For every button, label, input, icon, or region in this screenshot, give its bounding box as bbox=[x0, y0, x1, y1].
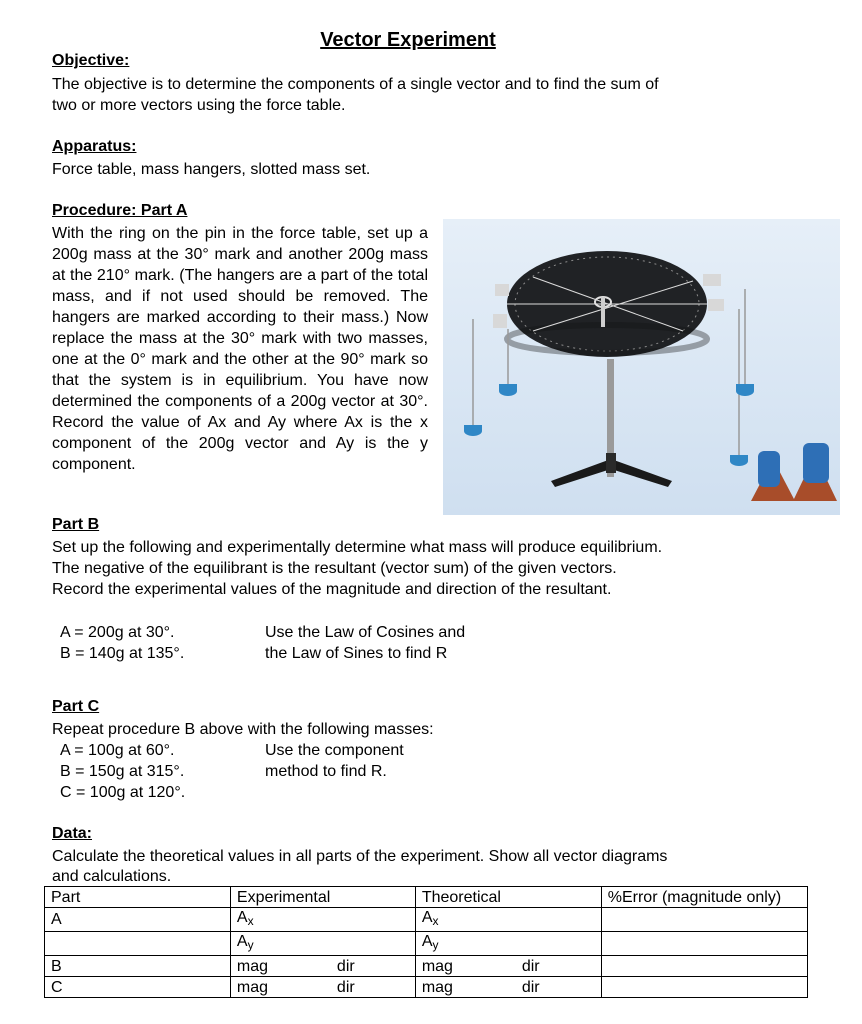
apparatus-heading: Apparatus: bbox=[52, 138, 137, 155]
objective-line-1: The objective is to determine the components of a single vector and to find the sum of bbox=[52, 76, 659, 93]
part-b-line-3: Record the experimental values of the magnitude and direction of the resultant. bbox=[52, 581, 612, 598]
part-b-vector-b: B = 140g at 135°. bbox=[60, 645, 185, 662]
theo-b-cell[interactable]: mag dir bbox=[415, 956, 601, 977]
theo-c-cell[interactable]: mag dir bbox=[415, 977, 601, 998]
theo-ay-cell[interactable]: $A_y$ bbox=[415, 932, 601, 956]
force-table-photo bbox=[443, 219, 840, 515]
part-c-vector-c: C = 100g at 120°. bbox=[60, 784, 186, 801]
table-row bbox=[45, 956, 808, 977]
document-title: Vector Experiment bbox=[320, 29, 496, 51]
results-table bbox=[44, 886, 808, 998]
part-c-note-2: method to find R. bbox=[265, 763, 387, 780]
part-c-intro: Repeat procedure B above with the following masses: bbox=[52, 721, 434, 738]
header-experimental: Experimental bbox=[230, 887, 415, 908]
row-label-a-cont bbox=[45, 932, 231, 956]
row-label-c: C bbox=[45, 977, 231, 998]
data-line-1: Calculate the theoretical values in all parts of the experiment. Show all vector diagrams bbox=[52, 848, 668, 865]
part-b-line-2: The negative of the equilibrant is the resultant (vector sum) of the given vectors. bbox=[52, 560, 617, 577]
part-c-vector-a: A = 100g at 60°. bbox=[60, 742, 175, 759]
header-percent-error: %Error (magnitude only) bbox=[601, 887, 807, 908]
header-theoretical: Theoretical bbox=[415, 887, 601, 908]
row-label-a: A bbox=[45, 908, 231, 932]
error-b-cell[interactable] bbox=[601, 956, 807, 977]
table-header-row bbox=[45, 887, 808, 908]
data-line-2: and calculations. bbox=[52, 868, 172, 885]
table-row bbox=[45, 908, 808, 932]
part-b-note-2: the Law of Sines to find R bbox=[265, 645, 448, 662]
part-a-heading: Procedure: Part A bbox=[52, 202, 188, 219]
row-label-b: B bbox=[45, 956, 231, 977]
apparatus-text: Force table, mass hangers, slotted mass set. bbox=[52, 161, 371, 178]
part-b-vector-a: A = 200g at 30°. bbox=[60, 624, 175, 641]
part-c-vector-b: B = 150g at 315°. bbox=[60, 763, 185, 780]
objective-heading: Objective: bbox=[52, 52, 130, 69]
part-b-note-1: Use the Law of Cosines and bbox=[265, 624, 466, 641]
error-c-cell[interactable] bbox=[601, 977, 807, 998]
exp-c-cell[interactable]: mag dir bbox=[230, 977, 415, 998]
part-a-procedure-text: With the ring on the pin in the force table, set up a 200g mass at the 30° mark and another 200g mass at the 210° mark. (The hangers are a part of the total mass, and if not used should be removed. The hangers are marked according to their mass.) Now replace the mass at the 30° mark with two masses, one at the 0° mark and the other at the 90° mark so that the system is in equilibrium. You have now determined the components of a 200g vector at 30°. Record the value of Ax and Ay where Ax is the x component of the 200g vector and Ay is the y component. bbox=[52, 225, 428, 473]
error-a1-cell[interactable] bbox=[601, 908, 807, 932]
exp-ay-cell[interactable]: $A_y$ bbox=[230, 932, 415, 956]
objective-line-2: two or more vectors using the force table. bbox=[52, 97, 346, 114]
header-part: Part bbox=[45, 887, 231, 908]
part-c-heading: Part C bbox=[52, 698, 100, 715]
error-a2-cell[interactable] bbox=[601, 932, 807, 956]
part-c-note-1: Use the component bbox=[265, 742, 404, 759]
table-row bbox=[45, 977, 808, 998]
exp-b-cell[interactable]: mag dir bbox=[230, 956, 415, 977]
exp-ax-cell[interactable]: $A_x$ bbox=[230, 908, 415, 932]
table-row bbox=[45, 932, 808, 956]
part-b-line-1: Set up the following and experimentally determine what mass will produce equilibrium. bbox=[52, 539, 663, 556]
part-b-heading: Part B bbox=[52, 516, 100, 533]
data-heading: Data: bbox=[52, 825, 93, 842]
theo-ax-cell[interactable]: $A_x$ bbox=[415, 908, 601, 932]
